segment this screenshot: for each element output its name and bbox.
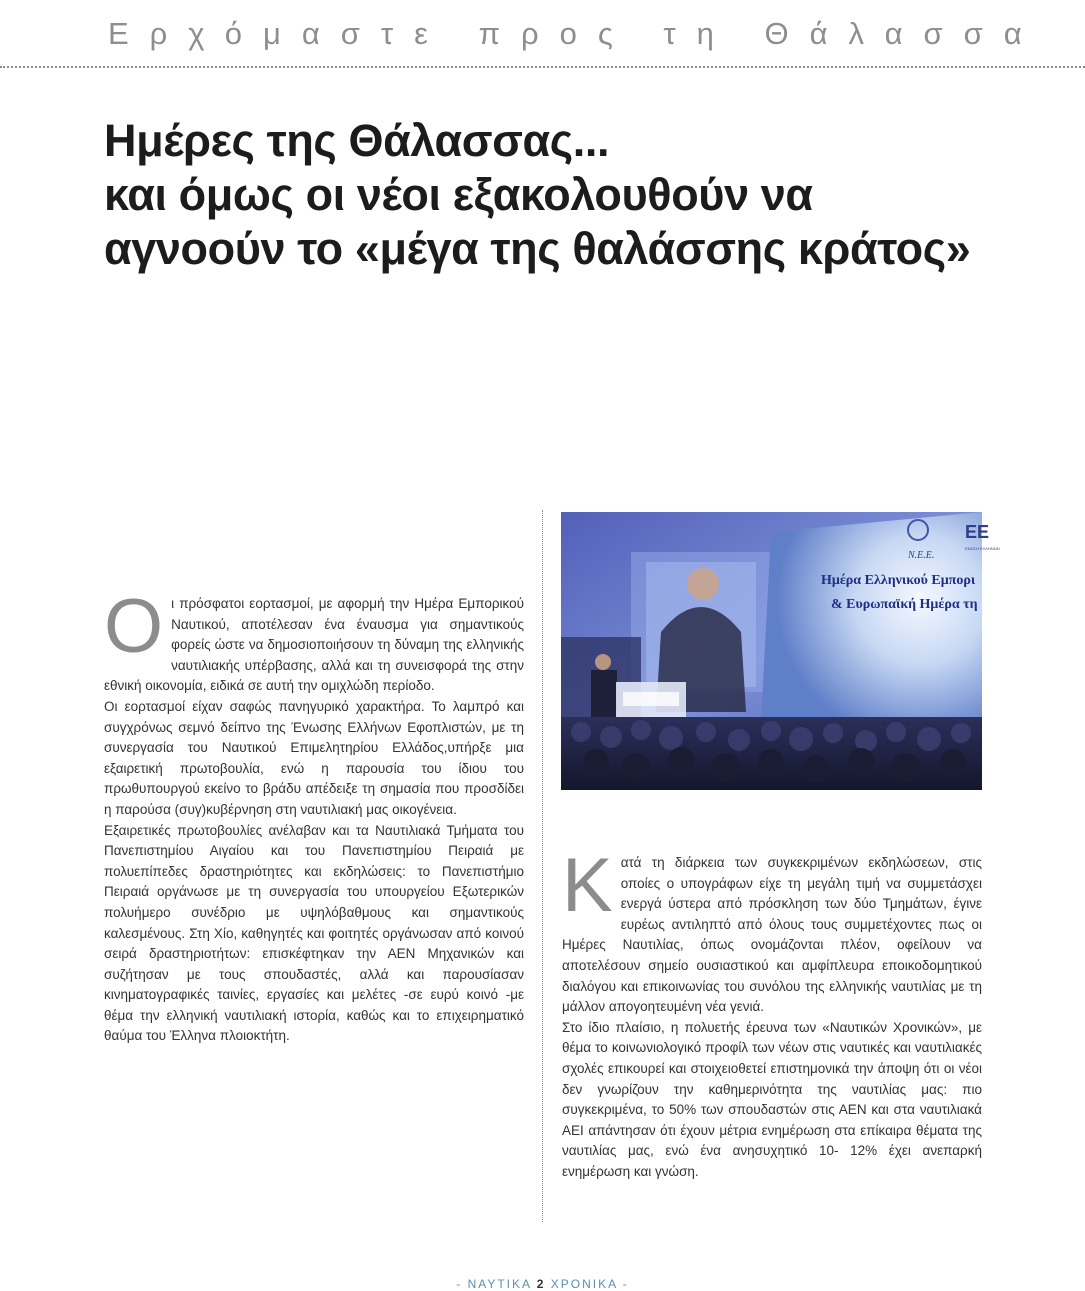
- headline-line-2: και όμως οι νέοι εξακολουθούν να: [104, 169, 813, 220]
- screen-text-line-1: Ημέρα Ελληνικού Εμπορι: [821, 573, 976, 588]
- section-header: Ερχόμαστε προς τη Θάλασσα: [108, 16, 1043, 51]
- footer-magazine-left: ΝΑΥΤΙΚΑ: [467, 1277, 532, 1291]
- headline-line-1: Ημέρες της Θάλασσας...: [104, 115, 610, 166]
- paragraph: [562, 843, 982, 1018]
- left-column: [104, 584, 524, 1047]
- logo-right-text: ΕΕ: [965, 522, 990, 542]
- paragraph-text: ατά τη διάρκεια των συγκεκριμένων εκδηλώσεων, στις οποίες ο υπογράφων είχε τη μεγάλη τιμή να συμμετάσχει ενεργά ύστερα από πρόσκληση των δύο Τμημάτων, έγινε ευρέως αντιληπτό από όλους τους συμμετέχοντες πως οι Ημέρες Ναυτιλίας, όπως ονομάζονται πλέον, οφείλουν να αποτελέσουν σημείο ουσιαστικού και αμφίπλευρα εποικοδομητικού διαλόγου και επικοινωνίας του συνόλου της ελληνικής ναυτιλίας με τη μάλλον απογοητευμένη νέα γενιά.: [562, 855, 982, 1015]
- headline-line-3: αγνοούν το «μέγα της θαλάσσης κράτος»: [104, 223, 971, 274]
- header-rule: [0, 66, 1085, 68]
- logo-nee-text: Ν.Ε.Ε.: [908, 550, 935, 561]
- footer-dash: -: [622, 1277, 629, 1291]
- logo-right-sub: ΕΝΩΣΗ ΕΛΛΗΝΩΝ: [965, 546, 1000, 551]
- footer-magazine-right: ΧΡΟΝΙΚΑ: [550, 1277, 618, 1291]
- right-column: [562, 843, 982, 1183]
- paragraph: Εξαιρετικές πρωτοβουλίες ανέλαβαν και τα Ναυτιλιακά Τμήματα του Πανεπιστημίου Αιγαίου και του Πανεπιστημίου Πειραιά με πολυεπίπεδες δραστηριότητες και εκδηλώσεις: το Πανεπιστήμιο Πειραιά οργάνωσε με τη συνεργασία του υπουργείου Εξωτερικών πολυήμερο συνέδριο με υψηλόβαθμους και σημαντικούς καλεσμένους. Στη Χίο, καθηγητές και φοιτητές οργάνωσαν από κοινού σειρά δραστηριοτήτων: επισκέφτηκαν την ΑΕΝ Μηχανικών και συζήτησαν με τους σπουδαστές, αλλά και παρουσίασαν κινηματογραφικές ταινίες, εργασίες και μελέτες -σε ευρύ κοινό -με θέμα την ελληνική ναυτιλιακή ιστορία, καθώς και το επιχειρηματικό θαύμα του Έλληνα πλοιοκτήτη.: [104, 822, 524, 1044]
- event-photo: [561, 512, 1000, 790]
- paragraph-text: ι πρόσφατοι εορτασμοί, με αφορμή την Ημέρα Εμπορικού Ναυτικού, αποτέλεσαν ένα έναυσμα για σημαντικούς φορείς ώστε να δημοσιοποιήσουν τη δύναμη της ελληνικής ναυτιλιακής υπέρβασης, αλλά και τη συνεισφορά της στην εθνική οικονομία, ειδικά σε αυτή την ομιχλώδη περίοδο.: [104, 596, 524, 694]
- dropcap: Ο: [104, 584, 164, 669]
- page-footer: [0, 1277, 1085, 1291]
- page-number: 2: [536, 1277, 546, 1291]
- dropcap: Κ: [562, 843, 613, 928]
- paragraph: Στο ίδιο πλαίσιο, η πολυετής έρευνα των «Ναυτικών Χρονικών», με θέμα το κοινωνιολογικό προφίλ των νέων στις ναυτικές και ναυτιλιακές σχολές επικουρεί και στοιχειοθετεί επιστημονικά την άποψη ότι οι νέοι δεν γνωρίζουν την καθημερινότητα της ναυτιλίας μας: πιο συγκεκριμένα, το 50% των σπουδαστών στις ΑΕΝ και στα ναυτιλιακά ΑΕΙ απάντησαν ότι έχουν μέτρια ενημέρωση στα επίκαιρα θέματα της ναυτιλίας μας, ενώ ένα ανησυχητικό 10- 12% έχει ανεπαρκή ενημέρωση και γνώση.: [562, 1019, 982, 1179]
- column-divider: [542, 510, 543, 1222]
- paragraph: Οι εορτασμοί είχαν σαφώς πανηγυρικό χαρακτήρα. Το λαμπρό και συγχρόνως σεμνό δείπνο της Ένωσης Ελλήνων Εφοπλιστών, με τη συνεργασία του Ναυτικού Επιμελητηρίου Ελλάδος,υπήρξε μια εξαιρετική πρωτοβουλία, ενώ η παρουσία του ίδιου του πρωθυπουργού εκείνο το βράδυ απέδειξε τη σημασία που προσδίδει η παρούσα (συγ)κυβέρνηση στη ναυτιλιακή μας οικογένεια.: [104, 698, 524, 817]
- screen-text-line-2: & Ευρωπαϊκή Ημέρα τη: [831, 597, 978, 612]
- footer-dash: -: [456, 1277, 463, 1291]
- headline: [104, 114, 1044, 276]
- paragraph: [104, 584, 524, 697]
